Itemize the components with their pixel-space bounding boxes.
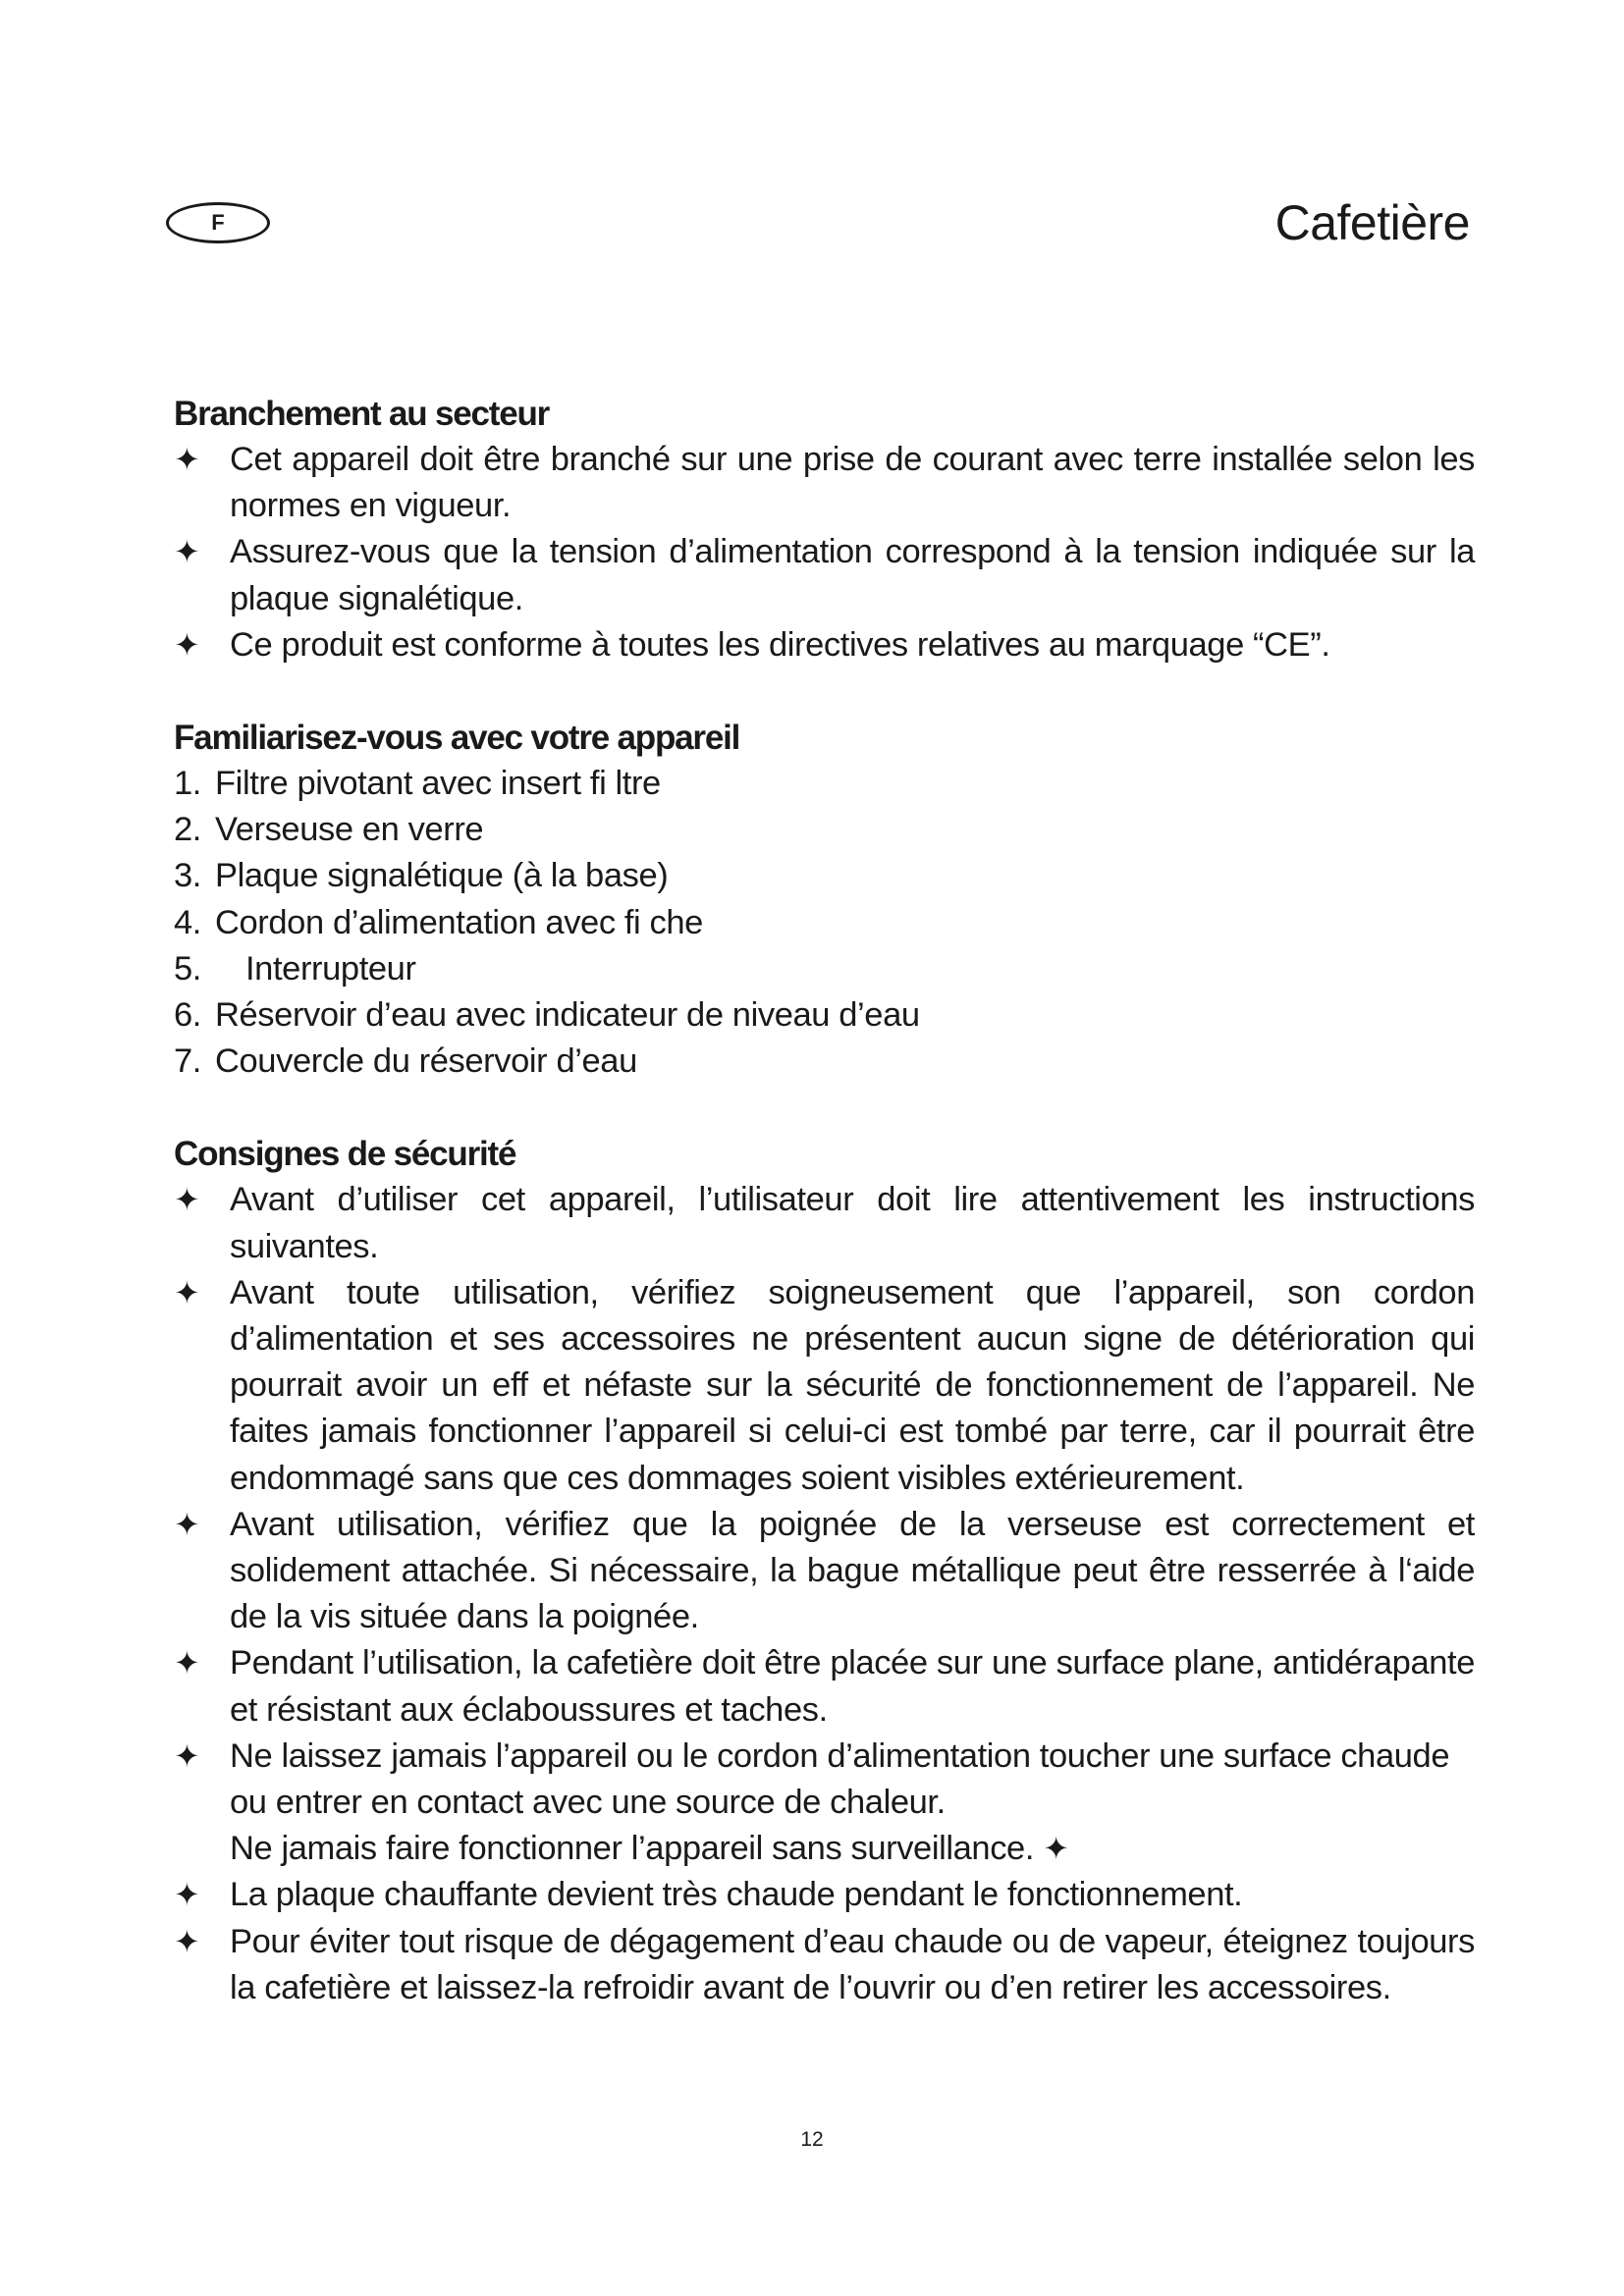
- list-item-text: Cet appareil doit être branché sur une prise de courant avec terre installée selon les normes en vigueur.: [230, 441, 1475, 525]
- list-item-text: Pendant l’utilisation, la cafetière doit être placée sur une surface plane, antidérapante et résistant aux éclaboussures et taches.: [230, 1644, 1475, 1729]
- item-number: 3.: [174, 857, 201, 895]
- list-item-text: Avant utilisation, vérifiez que la poignée de la verseuse est correctement et solidement attachée. Si nécessaire, la bague métallique peut être resserrée à l‘aide de la vis située dans la poignée.: [230, 1505, 1475, 1636]
- list-item-text: Cordon d’alimentation avec fi che: [215, 903, 703, 941]
- list-item-text: Couvercle du réservoir d’eau: [215, 1042, 637, 1081]
- list-item-text: Plaque signalétique (à la base): [215, 857, 669, 895]
- page-title: Cafetière: [1274, 195, 1470, 250]
- language-badge-label: F: [211, 210, 225, 235]
- parts-list: [174, 761, 1475, 1085]
- item-number: 5.: [174, 949, 201, 988]
- list-item-text: Réservoir d’eau avec indicateur de niveau d’eau: [215, 996, 920, 1035]
- star-bullet-icon: ✦: [174, 442, 200, 477]
- star-bullet-icon: ✦: [174, 534, 200, 570]
- star-bullet-icon: ✦: [1043, 1831, 1069, 1867]
- list-item: [174, 1270, 1475, 1502]
- star-bullet-icon: ✦: [174, 1274, 200, 1310]
- list-item: [174, 761, 1475, 807]
- item-number: 7.: [174, 1042, 201, 1081]
- language-badge: [166, 202, 270, 243]
- item-number: 1.: [174, 765, 201, 803]
- star-bullet-icon: ✦: [174, 1506, 200, 1542]
- list-item: [174, 437, 1475, 529]
- list-item: [174, 529, 1475, 621]
- item-number: 2.: [174, 811, 201, 849]
- item-number: 6.: [174, 996, 201, 1035]
- list-item-text: Avant toute utilisation, vérifiez soigneusement que l’appareil, son cordon d’alimentation et ses accessoires ne présentent aucun signe de détérioration qui pourrait avoir un eff et néfaste sur la sécurité de fonctionnement de l’appareil. Ne faites jamais fonctionner l’appareil si celui-ci est tombé par terre, car il pourrait être endommagé sans que ces dommages soient visibles extérieurement.: [230, 1273, 1475, 1497]
- list-item: [174, 1502, 1475, 1641]
- list-item-text: Filtre pivotant avec insert fi ltre: [215, 765, 661, 803]
- list-item: [174, 1039, 1475, 1085]
- list-item-text: Avant d’utiliser cet appareil, l’utilisateur doit lire attentivement les instructions suivantes.: [230, 1181, 1475, 1265]
- star-bullet-icon: ✦: [174, 626, 200, 663]
- main-content: [174, 391, 1475, 2011]
- list-item-extra-text: Ne jamais faire fonctionner l’appareil sans surveillance.: [230, 1830, 1035, 1868]
- list-item: [174, 992, 1475, 1039]
- list-item-text: Ce produit est conforme à toutes les directives relatives au marquage “CE”.: [230, 625, 1330, 664]
- list-item: [174, 1177, 1475, 1269]
- mains-list: [174, 437, 1475, 668]
- section-heading-mains: Branchement au secteur: [174, 395, 550, 433]
- star-bullet-icon: ✦: [174, 1923, 200, 1959]
- list-item: [174, 900, 1475, 946]
- section-heading-safety: Consignes de sécurité: [174, 1135, 516, 1174]
- list-item: [174, 946, 1475, 992]
- list-item-text: Ne laissez jamais l’appareil ou le cordon d’alimentation toucher une surface chaude ou entrer en contact avec une source de chaleur.: [230, 1736, 1450, 1822]
- list-item: [174, 807, 1475, 853]
- safety-list: [174, 1177, 1475, 2011]
- list-item: [174, 1872, 1475, 1918]
- section-heading-familiarise: Familiarisez-vous avec votre appareil: [174, 719, 740, 758]
- list-item: [174, 1919, 1475, 2011]
- list-item: [174, 1734, 1475, 1873]
- list-item: [174, 853, 1475, 899]
- list-item-text: Assurez-vous que la tension d’alimentation correspond à la tension indiquée sur la plaque signalétique.: [230, 533, 1475, 617]
- star-bullet-icon: ✦: [174, 1737, 200, 1774]
- page-number: 12: [800, 2128, 824, 2151]
- star-bullet-icon: ✦: [174, 1182, 200, 1218]
- list-item-text: Interrupteur: [245, 949, 416, 988]
- list-item: [174, 1640, 1475, 1733]
- star-bullet-icon: ✦: [174, 1645, 200, 1682]
- star-bullet-icon: ✦: [174, 1877, 200, 1913]
- list-item-text: La plaque chauffante devient très chaude pendant le fonctionnement.: [230, 1876, 1243, 1914]
- item-number: 4.: [174, 903, 201, 941]
- list-item-text: Verseuse en verre: [215, 811, 484, 849]
- list-item: [174, 622, 1475, 668]
- list-item-text: Pour éviter tout risque de dégagement d’eau chaude ou de vapeur, éteignez toujours la cafetière et laissez-la refroidir avant de l’ouvrir ou d’en retirer les accessoires.: [230, 1922, 1475, 2006]
